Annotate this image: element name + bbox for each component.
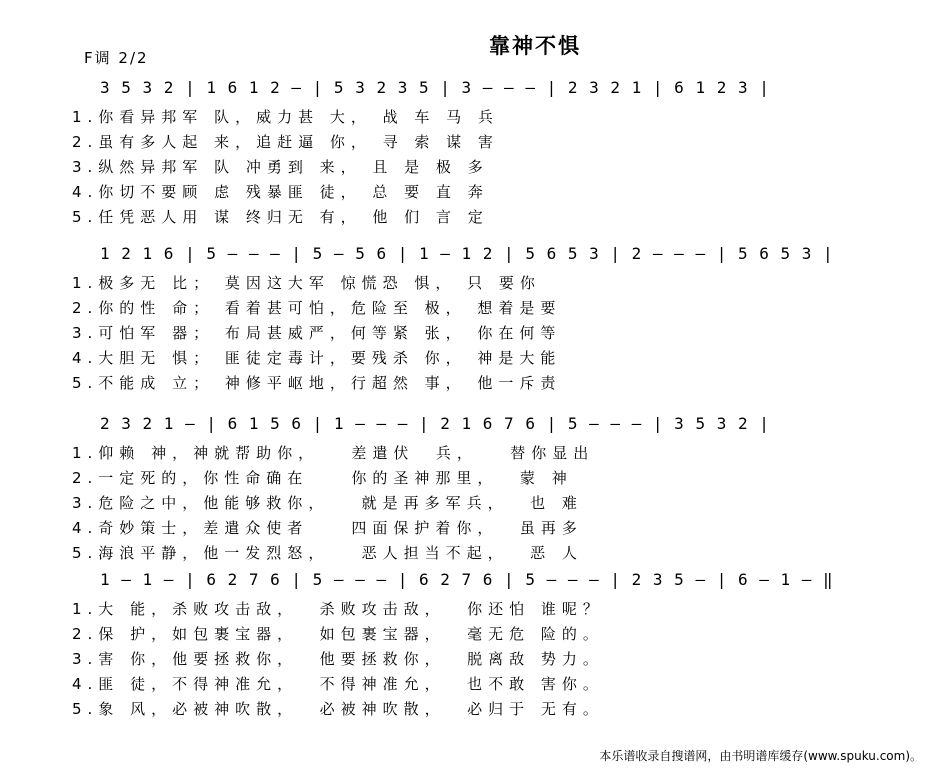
verse-line: 5.任凭恶人用 谋 终归无 有， 他 们 言 定 <box>72 208 489 226</box>
verse-line: 2.保 护，如包裹宝器， 如包裹宝器， 毫无危 险的。 <box>72 625 604 643</box>
page-title: 靠神不惧 <box>489 34 581 58</box>
verse-line: 4.你切不要顾 虑 残暴匪 徒， 总 要 直 奔 <box>72 183 489 201</box>
verse-line: 3.纵然异邦军 队 冲勇到 来， 且 是 极 多 <box>72 158 489 176</box>
verse-line: 5.象 风，必被神吹散， 必被神吹散， 必归于 无有。 <box>72 700 604 718</box>
verse-line: 1.仰赖 神，神就帮助你， 差遣伏 兵， 替你显出 <box>72 444 595 462</box>
verse-line: 3.可怕军 器； 布局甚威严，何等紧 张， 你在何等 <box>72 324 562 342</box>
source-footer: 本乐谱收录自搜谱网，由书明谱库缓存(www.spuku.com)。 <box>599 749 922 763</box>
verse-line: 4.奇妙策士，差遣众使者 四面保护着你， 虽再多 <box>72 519 583 537</box>
verse-line: 4.匪 徒，不得神准允， 不得神准允， 也不敢 害你。 <box>72 675 604 693</box>
verse-line: 2.一定死的，你性命确在 你的圣神那里， 蒙 神 <box>72 469 573 487</box>
verse-line: 5.不能成 立； 神修平岖地，行超然 事， 他一斥责 <box>72 374 562 392</box>
notes-line: 2 3 2 1 – | 6 1 5 6 | 1 – – – | 2 1 6 7 6 | 5 – – – | 3 5 3 2 | <box>100 414 770 433</box>
verse-line: 5.海浪平静，他一发烈怒， 恶人担当不起， 恶 人 <box>72 544 583 562</box>
verse-line: 1.你看异邦军 队，威力甚 大， 战 车 马 兵 <box>72 108 499 126</box>
verse-line: 3.害 你，他要拯救你， 他要拯救你， 脱离敌 势力。 <box>72 650 604 668</box>
notes-line: 1 – 1 – | 6 2 7 6 | 5 – – – | 6 2 7 6 | 5 – – – | 2 3 5 – | 6 – 1 – ‖ <box>100 570 834 589</box>
notes-line: 3 5 3 2 | 1 6 1 2 – | 5 3 2 3 5 | 3 – – – | 2 3 2 1 | 6 1 2 3 | <box>100 78 770 97</box>
verse-line: 1.大 能，杀败攻击敌， 杀败攻击敌， 你还怕 谁呢？ <box>72 600 604 618</box>
verse-line: 2.虽有多人起 来，追赶逼 你， 寻 索 谋 害 <box>72 133 499 151</box>
verse-line: 3.危险之中，他能够救你， 就是再多军兵， 也 难 <box>72 494 583 512</box>
verse-line: 4.大胆无 惧； 匪徒定毒计，要残杀 你， 神是大能 <box>72 349 562 367</box>
notes-line: 1 2 1 6 | 5 – – – | 5 – 5 6 | 1 – 1 2 | 5 6 5 3 | 2 – – – | 5 6 5 3 | <box>100 244 834 263</box>
key-signature: F调 2/2 <box>84 49 149 67</box>
verse-line: 2.你的性 命； 看着甚可怕，危险至 极， 想着是要 <box>72 299 562 317</box>
verse-line: 1.极多无 比； 莫因这大军 惊慌恐 惧， 只 要你 <box>72 274 541 292</box>
